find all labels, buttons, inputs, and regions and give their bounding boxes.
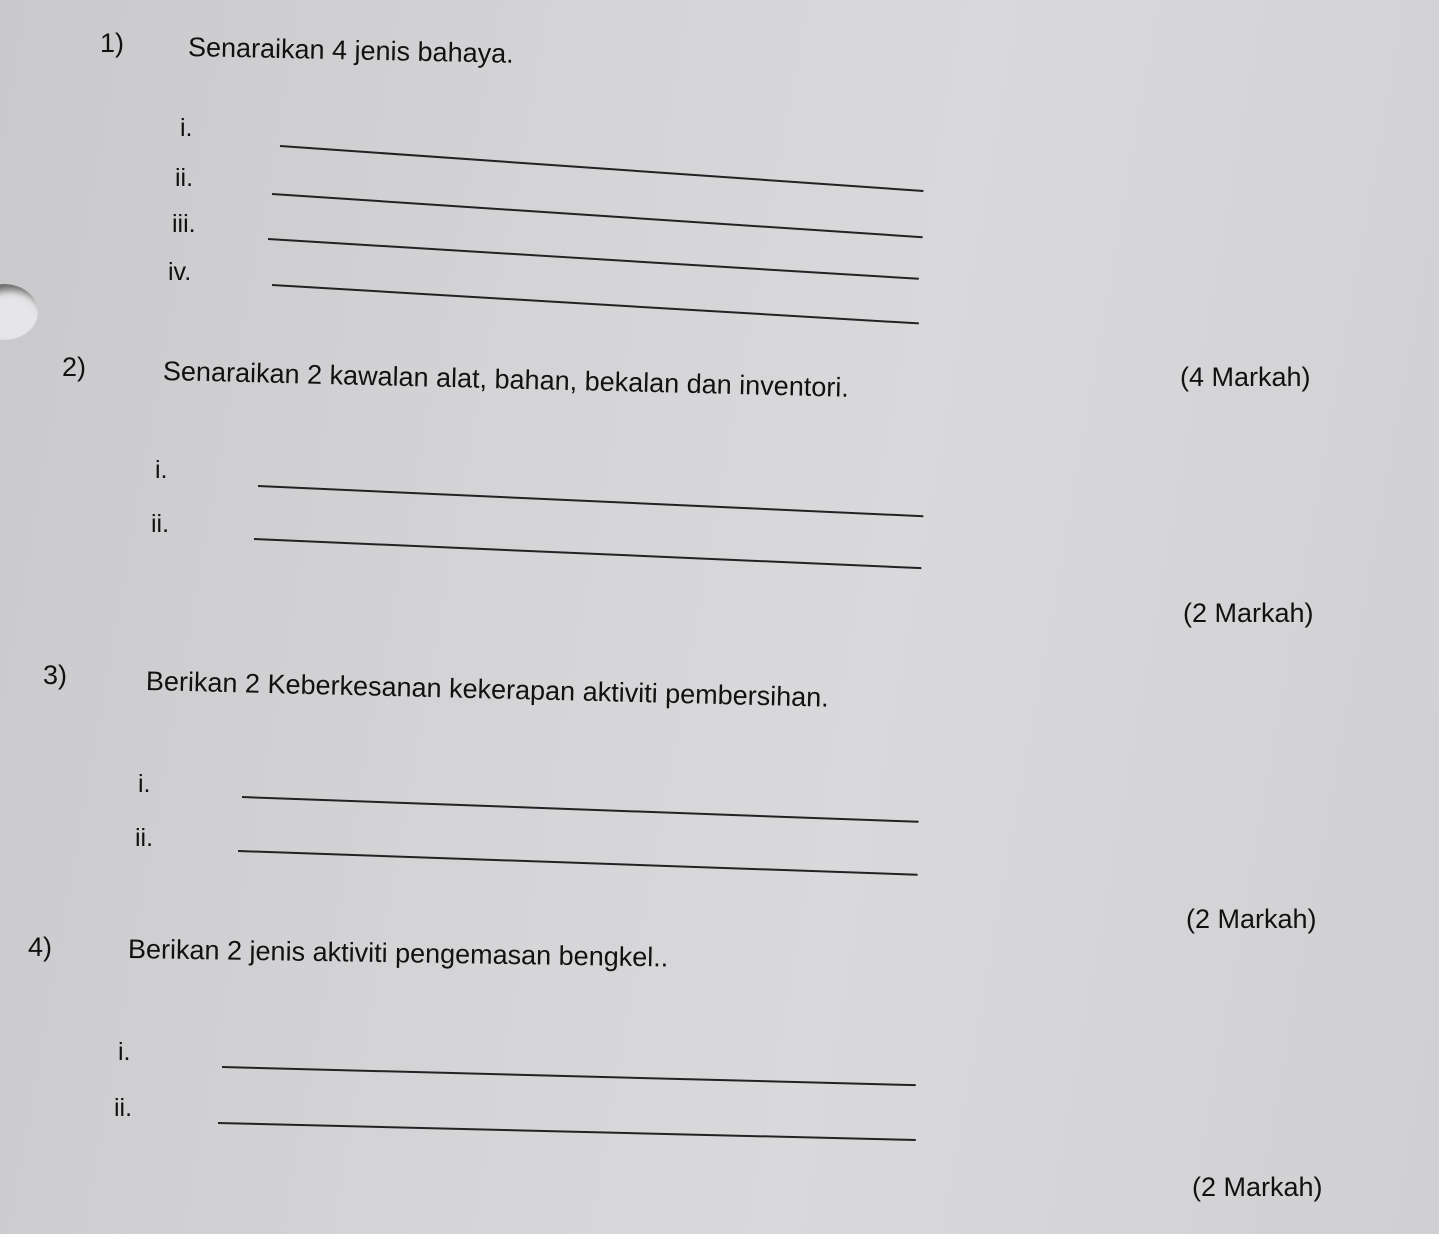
item-label: ii. — [135, 824, 154, 852]
question-number: 3) — [43, 660, 68, 690]
marks-label: (2 Markah) — [1183, 598, 1314, 628]
answer-line[interactable] — [258, 485, 923, 517]
answer-line[interactable] — [280, 145, 924, 192]
answer-line[interactable] — [272, 284, 919, 324]
item-label: i. — [155, 456, 168, 484]
answer-line[interactable] — [272, 193, 923, 238]
item-label: ii. — [175, 164, 194, 192]
item-label: ii. — [151, 510, 170, 538]
question-number: 4) — [28, 932, 53, 962]
punch-hole — [0, 284, 38, 340]
marks-label: (2 Markah) — [1192, 1172, 1323, 1202]
answer-line[interactable] — [218, 1122, 916, 1141]
item-label: i. — [138, 770, 151, 798]
item-label: i. — [118, 1038, 131, 1066]
question-text: Senaraikan 4 jenis bahaya. — [187, 32, 514, 69]
question-number: 2) — [62, 352, 87, 382]
answer-line[interactable] — [268, 238, 919, 280]
question-text: Berikan 2 jenis aktiviti pengemasan bengkel.. — [127, 934, 669, 973]
question-number: 1) — [100, 28, 125, 58]
item-label: iii. — [172, 210, 196, 238]
answer-line[interactable] — [222, 1066, 916, 1086]
item-label: ii. — [114, 1094, 133, 1122]
item-label: i. — [180, 114, 193, 142]
answer-line[interactable] — [242, 796, 919, 823]
answer-line[interactable] — [238, 850, 918, 876]
item-label: iv. — [168, 258, 192, 286]
answer-line[interactable] — [254, 538, 921, 569]
question-text: Berikan 2 Keberkesanan kekerapan aktiviti pembersihan. — [145, 666, 830, 713]
marks-label: (4 Markah) — [1180, 362, 1311, 392]
marks-label: (2 Markah) — [1186, 904, 1317, 934]
question-text: Senaraikan 2 kawalan alat, bahan, bekalan dan inventori. — [162, 356, 850, 403]
